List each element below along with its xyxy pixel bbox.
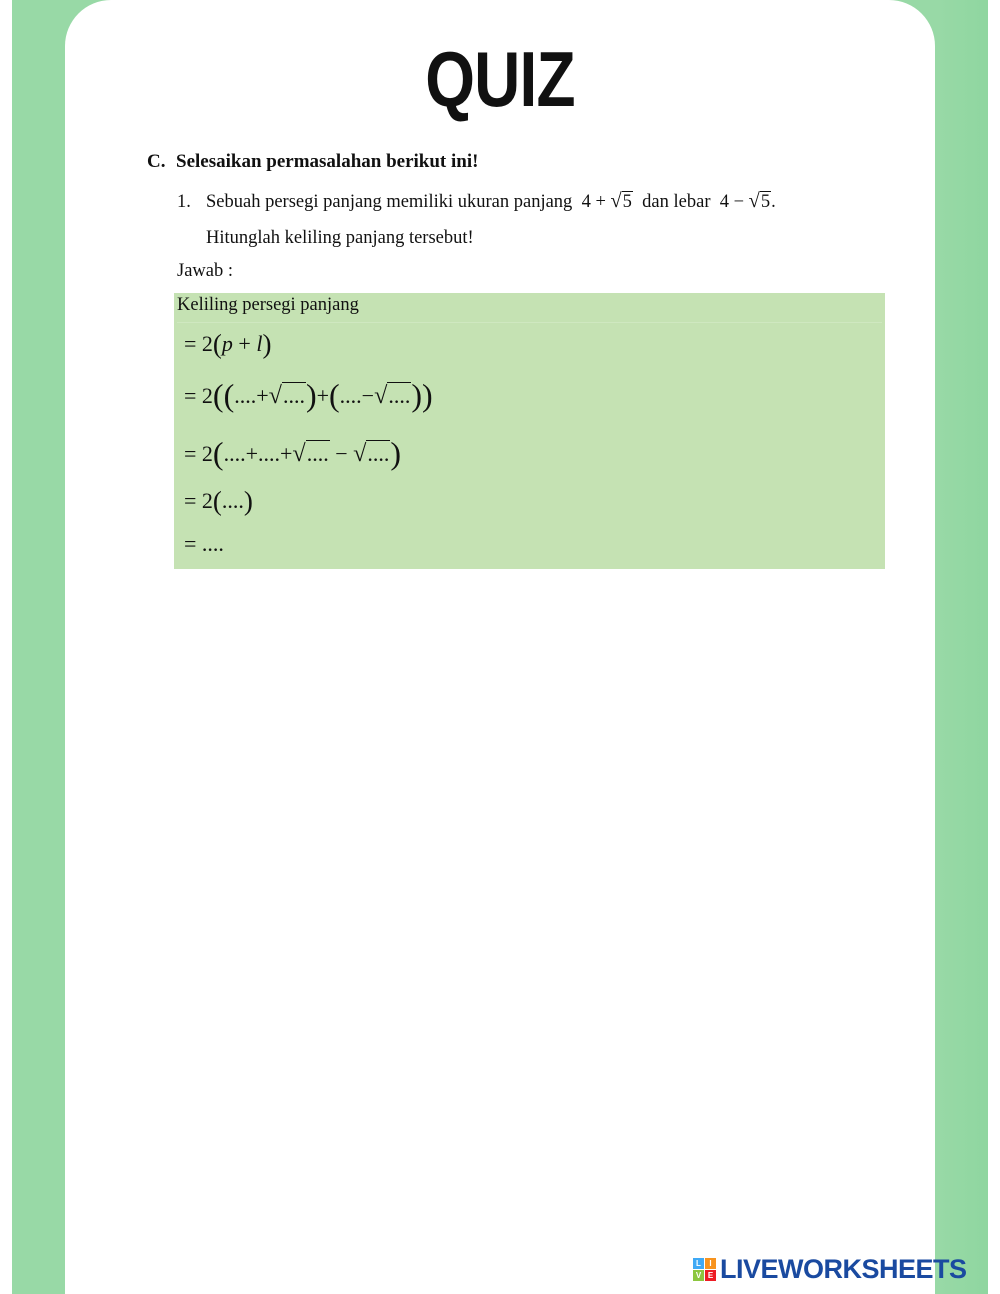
- answer-label: Jawab :: [177, 261, 233, 281]
- question-1-line-2: Hitunglah keliling panjang tersebut!: [206, 228, 474, 248]
- blank-field[interactable]: ....: [367, 441, 390, 466]
- answer-step-4: = 2(....): [184, 486, 253, 516]
- section-heading: [147, 151, 478, 173]
- logo-text: LIVEWORKSHEETS: [720, 1253, 967, 1284]
- sqrt-icon: √....: [353, 440, 390, 467]
- page-title: QUIZ: [425, 35, 575, 123]
- liveworksheets-logo[interactable]: [693, 1255, 967, 1283]
- blank-field[interactable]: ....: [282, 383, 305, 408]
- logo-grid-icon: L I V E: [693, 1258, 716, 1281]
- answer-step-5[interactable]: = ....: [184, 531, 224, 556]
- blank-field[interactable]: ....: [339, 383, 362, 408]
- sqrt-icon: √5: [610, 190, 632, 212]
- green-page-border-edge: [938, 0, 988, 1294]
- answer-heading: Keliling persegi panjang: [177, 295, 882, 323]
- blank-field[interactable]: ....: [258, 441, 280, 466]
- length-expression: 4 + √5: [581, 190, 632, 212]
- section-letter: C.: [147, 151, 166, 172]
- blank-field[interactable]: ....: [234, 383, 257, 408]
- width-expression: 4 − √5: [719, 190, 771, 212]
- question-1-line-1: [177, 190, 776, 213]
- answer-step-2: = 2((....+√....)+(....−√....)): [184, 377, 433, 413]
- sqrt-icon: √....: [374, 382, 411, 409]
- answer-box: [174, 293, 885, 569]
- blank-field[interactable]: ....: [388, 383, 411, 408]
- answer-step-1: = 2(p + l): [184, 329, 272, 359]
- answer-step-3: = 2(....+....+√.... − √....): [184, 435, 402, 471]
- question-number: 1.: [177, 192, 191, 212]
- sqrt-icon: √....: [292, 440, 329, 467]
- sqrt-icon: √....: [268, 382, 305, 409]
- question-text-end: .: [771, 192, 776, 212]
- question-text-before: Sebuah persegi panjang memiliki ukuran panjang: [206, 192, 573, 212]
- blank-field[interactable]: ....: [221, 488, 244, 513]
- blank-field[interactable]: ....: [306, 441, 329, 466]
- section-instruction: Selesaikan permasalahan berikut ini!: [176, 151, 479, 172]
- sqrt-icon: √5: [748, 190, 771, 212]
- question-text-middle: dan lebar: [642, 192, 711, 212]
- blank-field[interactable]: ....: [223, 441, 246, 466]
